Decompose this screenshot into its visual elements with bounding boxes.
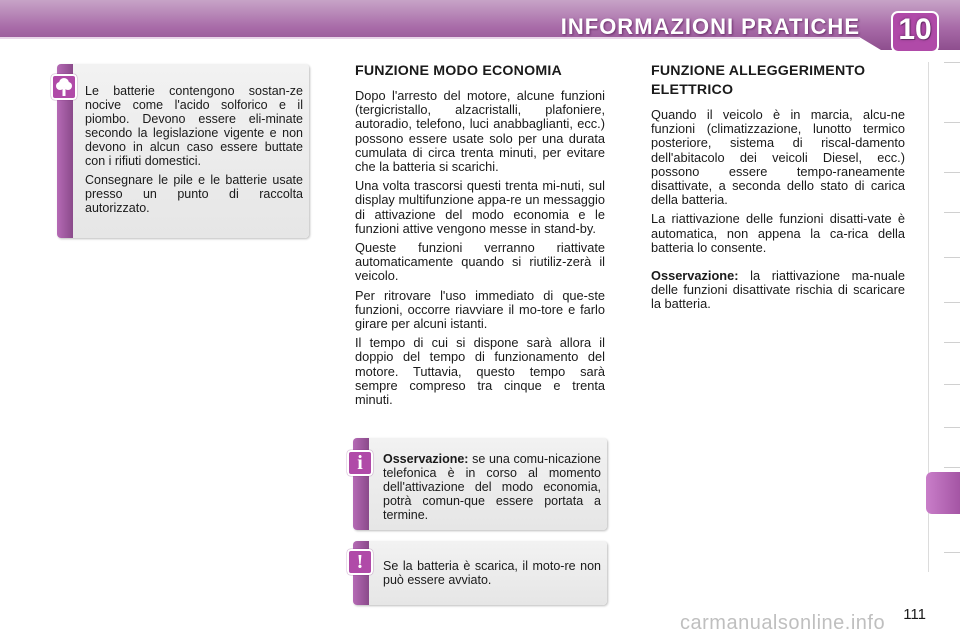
info-note [353,438,607,530]
info-note-text [383,452,601,527]
warning-note-body: Se la batteria è scarica, il moto-re non può essere avviato. [383,559,601,587]
economy-mode-paragraph: Dopo l'arresto del motore, alcune funzioni (tergicristallo, alzacristalli, plafoniere, autoradio, telefono, luci anabbaglianti, ecc.) possono essere usate solo per una durata cumulata di circa trenta minuti, per evitare che la batteria si scarichi. [355,88,605,175]
warning-note [353,541,607,605]
info-note-label: Osservazione: [383,452,469,466]
environment-note [57,64,309,238]
chapter-tab-active[interactable] [926,472,960,514]
economy-mode-section [355,62,605,412]
page-number: 111 [903,606,926,623]
tree-icon-glyph [53,76,75,98]
index-divider [944,122,960,123]
economy-mode-paragraph: Per ritrovare l'uso immediato di que-ste funzioni, occorre riavviare il mo-tore e farlo girare per alcuni istanti. [355,287,605,332]
index-divider [944,62,960,63]
economy-mode-paragraph: Il tempo di cui si dispone sarà allora il doppio del tempo di funzionamento del motore. Tuttavia, questo tempo sarà sempre compreso tra cinque e trenta minuti. [355,335,605,408]
load-shedding-section [651,62,905,317]
index-divider [944,427,960,428]
index-divider [944,384,960,385]
warning-icon: ! [347,549,373,575]
index-divider [944,172,960,173]
index-divider [944,257,960,258]
load-shedding-paragraph: La riattivazione delle funzioni disatti-vate è automatica, non appena la ca-rica della batteria lo consente. [651,211,905,255]
load-shedding-title: FUNZIONE ALLEGGERIMENTO ELETTRICO [651,63,866,98]
load-shedding-note-label: Osservazione: [651,268,739,284]
load-shedding-paragraph: Quando il veicolo è in marcia, alcu-ne funzioni (climatizzazione, lunotto termico posteriore, sistema di riscal-damento dell'abitacolo dei veicoli Diesel, ecc.) possono essere tempo-raneamente disattivate, a seconda dello stato di carica della batteria. [651,107,905,208]
economy-mode-paragraph: Una volta trascorsi questi trenta mi-nuti, sul display multifunzione appa-re un messaggio di attivazione del modo economia e le funzioni attive vengono messe in stand-by. [355,178,605,236]
load-shedding-note-body: la riattivazione ma-nuale delle funzioni disattivate rischia di scaricare la batteria. [651,268,905,312]
index-divider [944,302,960,303]
tree-icon [51,74,77,100]
environment-note-paragraph: Consegnare le pile e le batterie usate presso un punto di raccolta autorizzato. [85,173,303,215]
economy-mode-title: FUNZIONE MODO ECONOMIA [355,63,562,79]
environment-note-text [85,84,303,220]
index-divider [944,342,960,343]
index-divider [944,467,960,468]
index-divider [944,212,960,213]
page-title: INFORMAZIONI PRATICHE [560,14,860,39]
environment-note-paragraph: Le batterie contengono sostan-ze nocive come l'acido solforico e il piombo. Devono essere eli-minate secondo la legislazione vigente e non devono in alcun caso essere buttate con i rifiuti domestici. [85,84,303,168]
chapter-badge [890,10,940,54]
index-divider [944,552,960,553]
chapter-number: 10 [898,13,932,46]
info-note-body: se una comu-nicazione telefonica è in corso al momento dell'attivazione del modo economia, potrà comun-que essere portata a termine. [383,452,601,522]
economy-mode-paragraph: Queste funzioni verranno riattivate automaticamente quando si riutiliz-zerà il veicolo. [355,240,605,284]
watermark: carmanualsonline.info [680,612,886,634]
info-icon: i [347,450,373,476]
warning-note-text [383,559,601,592]
